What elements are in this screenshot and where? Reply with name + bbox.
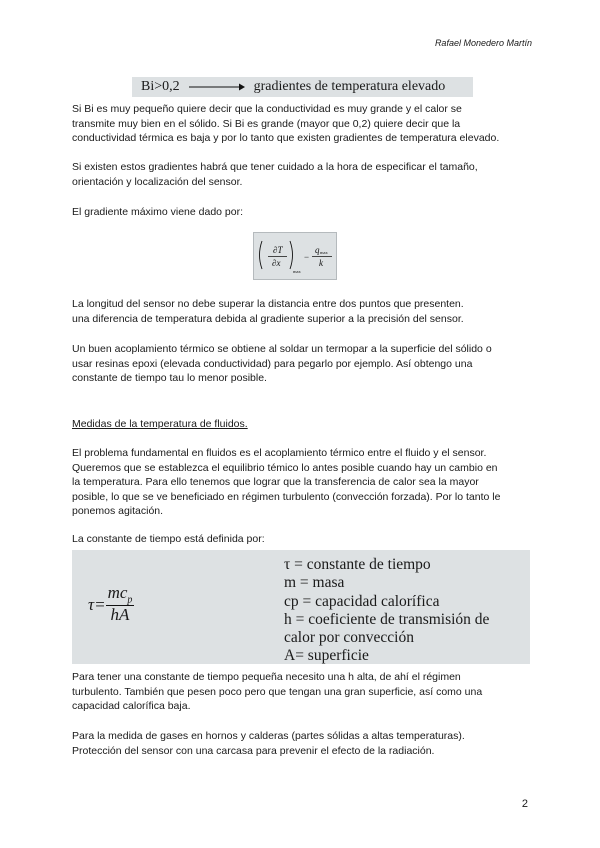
paragraph-sensor-length [72, 297, 532, 326]
text-line: Queremos que se establezca el equilibrio témico lo antes posible cuando hay un cambio en [72, 461, 498, 474]
paragraph-small-tau [72, 670, 532, 714]
formula-graphic [254, 233, 338, 281]
biot-condition: Bi>0,2 [141, 79, 180, 94]
text-line: Para la medida de gases en hornos y calderas (partes sólidas a altas temperaturas). [72, 730, 465, 742]
definition-item: τ = constante de tiempo [284, 556, 431, 573]
paragraph-biot [72, 102, 532, 146]
tau-fraction [106, 584, 135, 625]
equals-sign: = [94, 594, 106, 614]
text-line: ponemos agitación. [72, 505, 164, 517]
text-line: La longitud del sensor no debe superar la distancia entre dos puntos que presenten. [72, 298, 464, 310]
text-line: capacidad calorífica baja. [72, 700, 191, 712]
text-line: usar resinas epoxi (elevada conductividad) para pegarlo por ejemplo. Así obtengo una [72, 357, 473, 370]
text-line: Un buen acoplamiento térmico se obtiene al soldar un termopar a la superficie del sólido o [72, 343, 492, 355]
text-line: una diferencia de temperatura debida al gradiente superior a la precisión del sensor. [72, 312, 464, 325]
text-line: Protección del sensor con una carcasa para prevenir el efecto de la radiación. [72, 744, 435, 757]
formula-minus: − [304, 252, 310, 262]
text-line: constante de tiempo tau lo menor posible. [72, 372, 267, 384]
max-gradient-formula [253, 232, 337, 280]
formula-dx: ∂x [272, 258, 281, 268]
definition-item: h = coeficiente de transmisión de [284, 610, 490, 628]
definition-item: m = masa [284, 574, 345, 592]
tau-symbol: τ [88, 594, 95, 614]
paragraph-gradients [72, 160, 532, 189]
formula-max-subscript: max [293, 269, 301, 274]
text-line: El problema fundamental en fluidos es el acoplamiento térmico entre el fluido y el sensor. [72, 447, 487, 459]
fraction-denominator: hA [110, 605, 130, 625]
definition-item: A= superficie [284, 647, 369, 665]
fraction-numerator: $mc_p$ [107, 583, 133, 606]
section-heading: Medidas de la temperatura de fluidos. [72, 418, 248, 430]
biot-consequence: gradientes de temperatura elevado [253, 79, 446, 94]
text-line: posible, lo que se ve beneficiado en régimen turbulento (convección forzada). Por lo tanto le [72, 490, 501, 503]
text-line: Si Bi es muy pequeño quiere decir que la conductividad es muy grande y el calor se [72, 103, 462, 115]
text-line: transmite muy bien en el sólido. Si Bi es grande (mayor que 0,2) quiere decir que la [72, 117, 461, 130]
biot-number-banner [132, 77, 473, 97]
paragraph-coupling [72, 342, 532, 386]
paragraph-time-constant [72, 532, 532, 547]
time-constant-formula [72, 550, 530, 664]
tau-equation [88, 584, 134, 625]
formula-dT: ∂T [273, 245, 283, 255]
text-line: orientación y localización del sensor. [72, 175, 243, 188]
paragraph-max-gradient [72, 205, 532, 220]
definition-item: cp = capacidad calorífica [284, 592, 440, 610]
paragraph-fluids [72, 446, 532, 519]
formula-k: k [319, 258, 323, 268]
definition-item: calor por convección [284, 629, 414, 647]
text-line: turbulento. También que pesen poco pero que tengan una gran superficie, así como una [72, 685, 483, 698]
definition-list [284, 556, 489, 666]
text-line: conductividad térmica es baja y por lo tanto que existen gradientes de temperatura elevado. [72, 132, 500, 144]
formula-q-subscript: max [320, 250, 328, 255]
text-line: Para tener una constante de tiempo pequeña necesito una h alta, de ahí el régimen [72, 671, 461, 683]
formula-q: q [315, 245, 320, 255]
author-header: Rafael Monedero Martín [434, 38, 532, 48]
paragraph-gases [72, 729, 532, 758]
page-number: 2 [521, 798, 528, 810]
text-line: La constante de tiempo está definida por: [72, 533, 265, 545]
right-arrow-icon [189, 82, 245, 92]
text-line: Si existen estos gradientes habrá que tener cuidado a la hora de especificar el tamaño, [72, 161, 478, 173]
text-line: la temperatura. Para ello tenemos que lograr que la transferencia de calor sea la mayor [72, 476, 479, 488]
text-line: El gradiente máximo viene dado por: [72, 206, 244, 218]
